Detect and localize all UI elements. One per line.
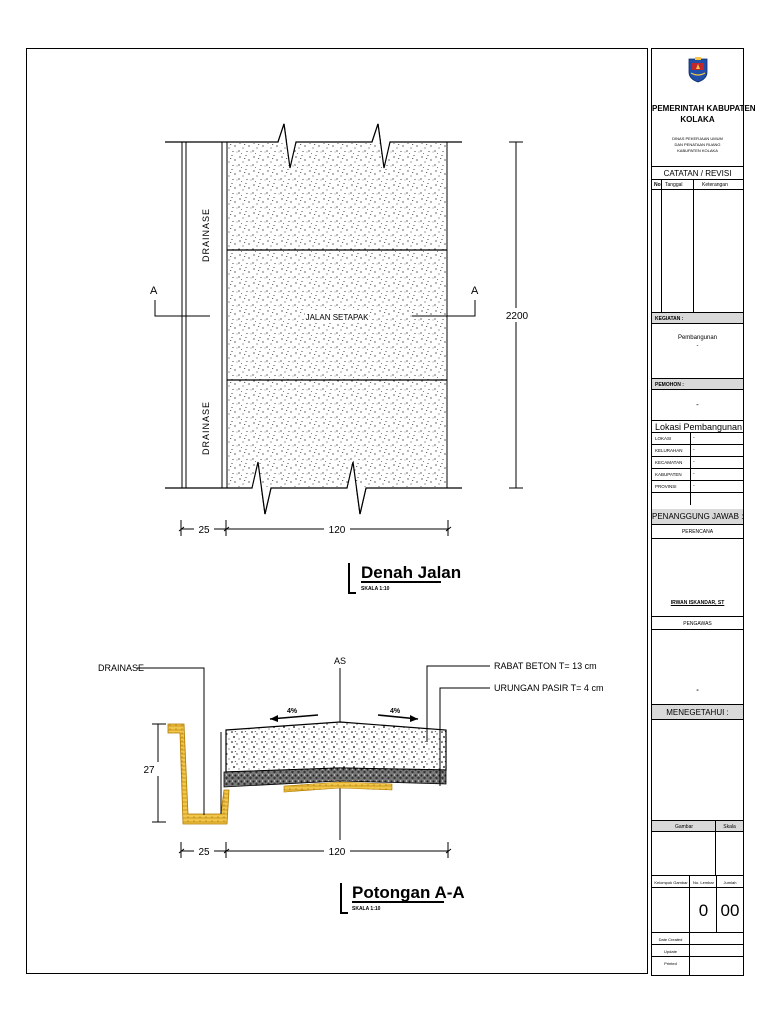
perencana-row <box>652 525 743 539</box>
lokasi-row-4 <box>652 469 743 481</box>
lembar-divider-1 <box>689 875 690 933</box>
menyetujui-header: MENEGETAHUI : <box>666 708 729 717</box>
plan-scale: SKALA 1:10 <box>361 586 390 592</box>
lokasi-header-row <box>652 420 743 433</box>
section-scale: SKALA 1:10 <box>352 906 381 912</box>
pengawas-label: PENGAWAS <box>683 621 712 627</box>
jumlah-label: Jumlah <box>723 880 737 885</box>
lokasi-row-3-label: KECAMATAN <box>655 460 683 465</box>
lembar-header-row <box>652 875 743 888</box>
plan-dim-path: 120 <box>328 525 346 536</box>
section-dim-height: 27 <box>143 765 155 776</box>
revisi-col-no: No <box>654 182 661 188</box>
lokasi-row-4-value: - <box>693 471 695 477</box>
dept-line1: DINAS PEKERJAAN UMUM <box>672 136 723 141</box>
revisi-divider-no <box>661 180 662 312</box>
printed-label: Printed <box>664 961 677 966</box>
lembar-value-row <box>652 888 743 933</box>
kegiatan-value: Pembangunan <box>677 335 718 341</box>
plan-path-label: JALAN SETAPAK <box>305 313 369 322</box>
lokasi-row-4-label: KABUPATEN <box>655 472 682 477</box>
lokasi-row-1-label: LOKASI <box>655 436 672 441</box>
kegiatan-dash: - <box>696 343 699 349</box>
org-name-line2: KOLAKA <box>680 115 715 124</box>
revisi-header-row <box>652 166 743 180</box>
plan-section-marker-left: A <box>150 285 158 297</box>
kegiatan-header: KEGIATAN : <box>655 316 684 322</box>
section-dim-path: 120 <box>328 847 346 858</box>
section-dim-drain: 25 <box>198 847 210 858</box>
org-name-line1: PEMERINTAH KABUPATEN <box>652 104 756 113</box>
plan-dim-drain: 25 <box>198 525 210 536</box>
perencana-name: IRWAN ISKANDAR, ST <box>670 600 725 606</box>
lokasi-row-5-label: PROVINSI <box>655 484 677 489</box>
revisi-divider-tanggal <box>693 180 694 312</box>
title-block <box>651 48 756 976</box>
revisi-columns-row <box>652 180 743 190</box>
plan-section-marker-right: A <box>471 285 479 297</box>
pengawas-name: - <box>696 687 699 694</box>
lokasi-row-5-value: - <box>693 483 695 489</box>
lokasi-header: Lokasi Pembangunan <box>655 422 743 432</box>
lokasi-row-1-value: - <box>693 435 695 441</box>
section-layer-top-label: RABAT BETON T= 13 cm <box>494 661 597 671</box>
section-drainase-label: DRAINASE <box>98 663 145 673</box>
section-slope-left: 4% <box>287 708 298 715</box>
pj-header-row <box>652 509 743 525</box>
skala-label: Skala <box>723 824 736 830</box>
section-view <box>98 656 603 913</box>
pengawas-row <box>652 616 743 630</box>
lokasi-row-2 <box>652 445 743 457</box>
update-row <box>652 945 743 957</box>
no-lembar-label: No. Lembar <box>693 880 714 885</box>
date-divider <box>689 933 690 975</box>
revisi-header: CATATAN / REVISI <box>663 169 732 178</box>
date-created-label: Date Created <box>658 937 683 942</box>
lokasi-divider <box>690 433 691 505</box>
revisi-col-tanggal: Tanggal <box>665 182 683 188</box>
lembar-divider-2 <box>716 875 717 933</box>
no-lembar-value: 0 <box>698 901 709 920</box>
lokasi-row-5 <box>652 481 743 493</box>
plan-view <box>150 124 529 593</box>
lokasi-row-2-label: KELURAHAN <box>655 448 683 453</box>
update-label: Update <box>664 949 677 954</box>
plan-dim-length: 2200 <box>505 311 529 322</box>
lokasi-row-3 <box>652 457 743 469</box>
date-created-row <box>652 933 743 945</box>
dept-line2: DAN PENATAAN RUANG <box>674 142 721 147</box>
section-axis-label: AS <box>333 656 347 666</box>
jumlah-value: 00 <box>720 901 740 920</box>
dept-line3: KABUPATEN KOLAKA <box>677 148 718 153</box>
plan-drainase-top-label: DRAINASE <box>201 207 211 262</box>
lokasi-row-1 <box>652 433 743 445</box>
lokasi-row-2-value: - <box>693 447 695 453</box>
gambar-header-row <box>652 820 743 832</box>
pj-header: PENANGGUNG JAWAB : <box>652 512 744 521</box>
pemohon-header: PEMOHON : <box>655 382 684 388</box>
regency-logo-icon <box>688 57 708 83</box>
plan-title: Denah Jalan <box>361 563 462 582</box>
kegiatan-header-row <box>652 312 743 324</box>
kelompok-label: Kelompok Gambar <box>654 880 688 885</box>
pemohon-value: - <box>696 400 699 409</box>
revisi-col-keterangan: Keterangan <box>702 182 728 188</box>
perencana-label: PERENCANA <box>681 529 714 535</box>
gambar-label: Gambar <box>674 824 694 830</box>
pemohon-header-row <box>652 378 743 390</box>
lokasi-row-3-value: - <box>693 459 695 465</box>
section-slope-right: 4% <box>390 708 401 715</box>
plan-drainase-bottom-label: DRAINASE <box>201 400 211 455</box>
section-layer-bottom-label: URUNGAN PASIR T= 4 cm <box>494 683 604 693</box>
menyetujui-header-row <box>652 704 743 720</box>
section-title: Potongan A-A <box>352 883 465 902</box>
printed-row <box>652 957 743 969</box>
gambar-divider <box>715 820 716 875</box>
